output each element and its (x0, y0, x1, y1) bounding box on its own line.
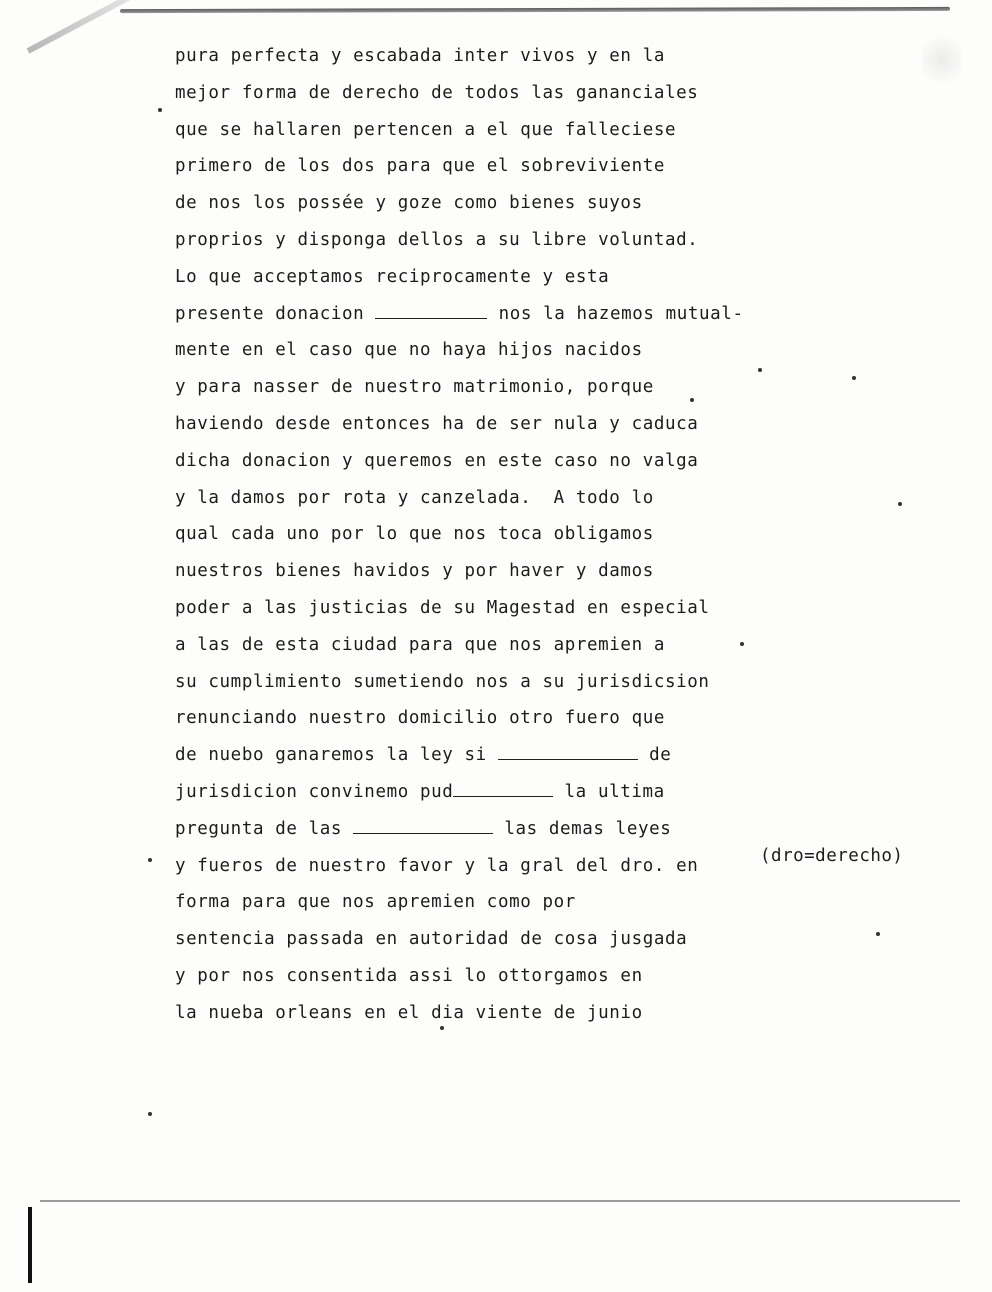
text-line: que se hallaren pertencen a el que falleciese (175, 119, 677, 140)
text-line: sentencia passada en autoridad de cosa jusgada (175, 929, 688, 950)
text-line: y por nos consentida assi lo ottorgamos en (175, 965, 643, 986)
fill-in-blank (353, 815, 493, 834)
text-line: renunciando nuestro domicilio otro fuero que (175, 708, 665, 729)
text-line: pura perfecta y escabada inter vivos y en la (175, 46, 665, 66)
text-line: y para nasser de nuestro matrimonio, porque (175, 377, 654, 398)
scan-speck (148, 858, 152, 862)
text-line-with-blank (175, 774, 775, 811)
text-line: de nos los possée y goze como bienes suyos (175, 193, 643, 214)
scan-top-edge (120, 7, 950, 13)
text-line: forma para que nos apremien como por (175, 892, 576, 913)
scan-speck (148, 1112, 152, 1116)
scan-speck (852, 376, 856, 380)
text-line-with-blank (175, 737, 775, 774)
text-segment: nos la hazemos mutual- (487, 303, 744, 324)
text-segment: las demas leyes (493, 818, 672, 839)
text-line: dicha donacion y queremos en este caso no valga (175, 450, 699, 471)
text-line: su cumplimiento sumetiendo nos a su jurisdicsion (175, 671, 710, 692)
text-line: primero de los dos para que el sobreviviente (175, 156, 665, 177)
text-line: mente en el caso que no haya hijos nacidos (175, 340, 643, 361)
margin-note: (dro=derecho) (760, 846, 904, 866)
scan-corner-smudge (922, 30, 962, 90)
text-segment: de (637, 745, 672, 766)
scan-speck (876, 932, 880, 936)
text-line: la nueba orleans en el dia viente de junio (175, 1002, 643, 1023)
text-line: a las de esta ciudad para que nos apremien a (175, 634, 665, 655)
text-line-with-blank (175, 811, 775, 848)
text-line: haviendo desde entonces ha de ser nula y caduca (175, 413, 699, 434)
text-segment: pregunta de las (175, 818, 354, 839)
scan-bottom-edge (40, 1200, 960, 1202)
text-segment: de nuebo ganaremos la ley si (175, 745, 498, 766)
text-segment: presente donacion (175, 303, 376, 324)
fill-in-blank (453, 778, 553, 797)
text-segment: la ultima (553, 781, 665, 802)
scan-speck (158, 108, 162, 112)
fill-in-blank (375, 300, 487, 319)
fill-in-blank (498, 741, 638, 760)
text-line-with-blank (175, 296, 775, 333)
text-line: nuestros bienes havidos y por haver y damos (175, 561, 654, 582)
text-line: mejor forma de derecho de todos las gananciales (175, 82, 699, 103)
text-line: poder a las justicias de su Magestad en especial (175, 597, 710, 618)
text-line: y la damos por rota y canzelada. A todo lo (175, 487, 654, 508)
scan-corner-streak (27, 0, 136, 54)
text-line: qual cada uno por lo que nos toca obligamos (175, 524, 654, 545)
scan-speck (898, 502, 902, 506)
text-segment: jurisdicion convinemo pud (175, 781, 454, 802)
document-body (175, 38, 775, 1032)
scan-left-bar (28, 1207, 32, 1283)
text-line: proprios y disponga dellos a su libre voluntad. (175, 229, 699, 250)
text-line: y fueros de nuestro favor y la gral del dro. en (175, 855, 699, 876)
text-line: Lo que acceptamos reciprocamente y esta (175, 266, 610, 287)
